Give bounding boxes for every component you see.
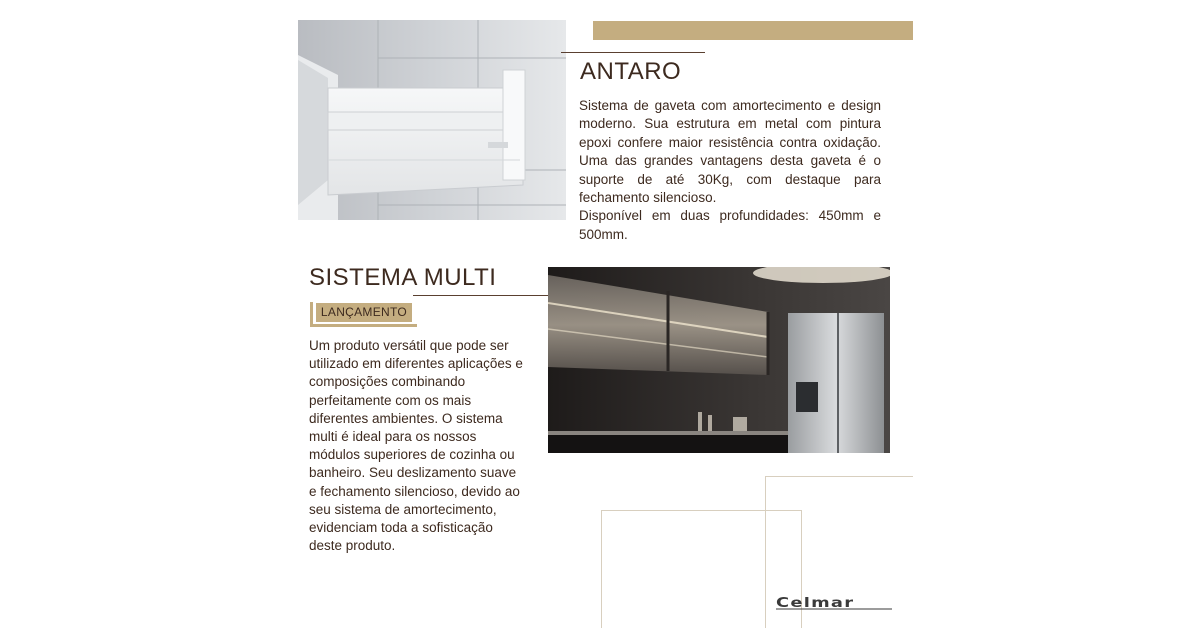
drawer-photo [298, 20, 566, 220]
antaro-title-rule [561, 52, 705, 53]
frame-line-top-right [765, 476, 913, 477]
svg-text:Celmar: Celmar [776, 594, 855, 611]
frame-line-left [601, 510, 602, 628]
multi-title: SISTEMA MULTI [309, 264, 497, 291]
antaro-title: ANTARO [580, 58, 682, 85]
multi-title-rule [413, 295, 557, 296]
celmar-logo-mark [776, 592, 892, 612]
multi-description: Um produto versátil que pode ser utilizado em diferentes aplicações e composições combinando perfeitamente com os mais diferentes ambientes. O sistema multi é ideal para os nossos módulos superiores de cozinha ou banheiro. Seu deslizamento suave e fechamento silencioso, devido ao seu sistema de amortecimento, evidenciam toda a sofisticação deste produto. [309, 338, 523, 554]
celmar-logo [776, 592, 892, 612]
drawer-photo-illustration [298, 20, 566, 220]
kitchen-photo [548, 267, 890, 453]
antaro-description-paragraph-1: Sistema de gaveta com amortecimento e design moderno. Sua estrutura em metal com pintura epoxi confere maior resistência contra oxidação. Uma das grandes vantagens desta gaveta é o suporte de até 30Kg, com destaque para fechamento silencioso. [579, 98, 881, 206]
top-accent-bar [593, 21, 913, 40]
antaro-description [579, 97, 881, 244]
launch-badge: LANÇAMENTO [316, 303, 412, 322]
antaro-description-paragraph-2: Disponível em duas profundidades: 450mm e 500mm. [579, 208, 881, 242]
frame-line-right [765, 476, 766, 628]
kitchen-photo-illustration [548, 267, 890, 453]
frame-line-top-left [601, 510, 801, 511]
